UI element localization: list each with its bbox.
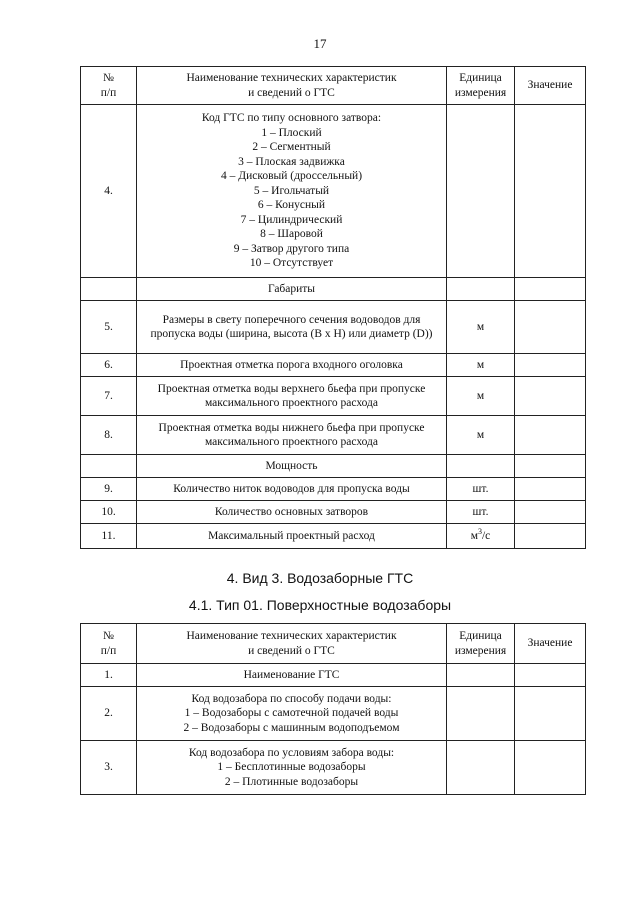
row-num: 5. (81, 301, 137, 354)
value-cell (515, 105, 586, 278)
value-cell (515, 377, 586, 416)
table-row (81, 524, 586, 549)
header-value: Значение (515, 624, 586, 664)
code-item: 7 – Цилиндрический (240, 213, 343, 226)
unit-cell: м (447, 354, 515, 377)
unit-cell (447, 687, 515, 741)
unit-cell (447, 278, 515, 301)
header-num: № п/п (81, 624, 137, 664)
unit-cell: м (447, 301, 515, 354)
row-num (81, 278, 137, 301)
unit-superscript: 3 (477, 526, 482, 536)
value-cell (515, 455, 586, 478)
table-header-row (81, 624, 586, 664)
table-header-row (81, 67, 586, 105)
value-cell (515, 741, 586, 795)
code-item: 4 – Дисковый (дроссельный) (220, 170, 363, 183)
row-num: 10. (81, 501, 137, 524)
row-num: 3. (81, 741, 137, 795)
row-name: Количество ниток водоводов для пропуска воды (137, 478, 447, 501)
value-cell (515, 354, 586, 377)
row-name: Проектная отметка порога входного оголовка (137, 354, 447, 377)
characteristics-table-2 (80, 623, 586, 795)
codes-title: Код водозабора по способу подачи воды: (191, 692, 392, 705)
unit-cell (447, 455, 515, 478)
section-title: Габариты (137, 278, 447, 301)
code-item: 1 – Бесплотинные водозаборы (217, 761, 366, 774)
code-item: 10 – Отсутствует (249, 257, 334, 270)
unit-tail: /с (481, 529, 491, 542)
value-cell (515, 524, 586, 549)
unit-cell (447, 524, 515, 549)
row-num (81, 455, 137, 478)
section-row (81, 278, 586, 301)
row-name: Проектная отметка воды верхнего бьефа при пропуске максимального проектного расхода (137, 377, 447, 416)
row-num: 2. (81, 687, 137, 741)
header-num: № п/п (81, 67, 137, 105)
unit-cell (447, 664, 515, 687)
code-item: 2 – Плотинные водозаборы (224, 775, 359, 788)
row-name: Размеры в свету поперечного сечения водоводов для пропуска воды (ширина, высота (В х Н) или диаметр (D)) (137, 301, 447, 354)
page-number: 17 (313, 36, 327, 51)
row-num: 9. (81, 478, 137, 501)
section-heading-type-01: 4.1. Тип 01. Поверхностные водозаборы (188, 597, 452, 613)
value-cell (515, 687, 586, 741)
header-unit: Единица измерения (447, 624, 515, 664)
unit-cell (447, 105, 515, 278)
supply-method-codes (137, 687, 447, 741)
code-item: 1 – Водозаборы с самотечной подачей воды (184, 707, 399, 720)
unit-base: м (470, 529, 478, 542)
section-heading-view-3: 4. Вид 3. Водозаборные ГТС (226, 570, 414, 586)
section-title: Мощность (137, 455, 447, 478)
code-item: 2 – Сегментный (252, 141, 331, 154)
code-item: 5 – Игольчатый (253, 184, 330, 197)
intake-condition-codes (137, 741, 447, 795)
table-row (81, 478, 586, 501)
row-name: Проектная отметка воды нижнего бьефа при пропуске максимального проектного расхода (137, 416, 447, 455)
row-num: 6. (81, 354, 137, 377)
unit-cell: м (447, 416, 515, 455)
value-cell (515, 478, 586, 501)
code-item: 3 – Плоская задвижка (238, 155, 345, 168)
header-unit: Единица измерения (447, 67, 515, 105)
codes-title: Код водозабора по условиям забора воды: (188, 746, 395, 759)
row-name: Максимальный проектный расход (137, 524, 447, 549)
unit-cell: шт. (447, 478, 515, 501)
code-item: 1 – Плоский (261, 126, 322, 139)
table-row (81, 301, 586, 354)
table-row (81, 416, 586, 455)
code-item: 6 – Конусный (257, 199, 326, 212)
value-cell (515, 664, 586, 687)
header-name: Наименование технических характеристик и сведений о ГТС (137, 624, 447, 664)
row-num: 8. (81, 416, 137, 455)
row-num: 7. (81, 377, 137, 416)
row-name: Наименование ГТС (137, 664, 447, 687)
value-cell (515, 278, 586, 301)
value-cell (515, 416, 586, 455)
unit-cell (447, 741, 515, 795)
row-num: 11. (81, 524, 137, 549)
value-cell (515, 501, 586, 524)
unit-cell: м (447, 377, 515, 416)
value-cell (515, 301, 586, 354)
row-name: Количество основных затворов (137, 501, 447, 524)
table-row (81, 354, 586, 377)
gate-type-codes (137, 105, 447, 278)
code-item: 8 – Шаровой (260, 228, 323, 241)
table-row (81, 501, 586, 524)
header-name: Наименование технических характеристик и сведений о ГТС (137, 67, 447, 105)
row-num: 4. (81, 105, 137, 278)
row-num: 1. (81, 664, 137, 687)
code-item: 2 – Водозаборы с машинным водоподъемом (183, 721, 400, 734)
header-value: Значение (515, 67, 586, 105)
section-row (81, 455, 586, 478)
table-row (81, 664, 586, 687)
table-row (81, 687, 586, 741)
unit-cell: шт. (447, 501, 515, 524)
characteristics-table-1 (80, 66, 586, 549)
table-row (81, 377, 586, 416)
code-item: 9 – Затвор другого типа (233, 242, 350, 255)
table-row (81, 105, 586, 278)
table-row (81, 741, 586, 795)
codes-title: Код ГТС по типу основного затвора: (201, 112, 382, 125)
